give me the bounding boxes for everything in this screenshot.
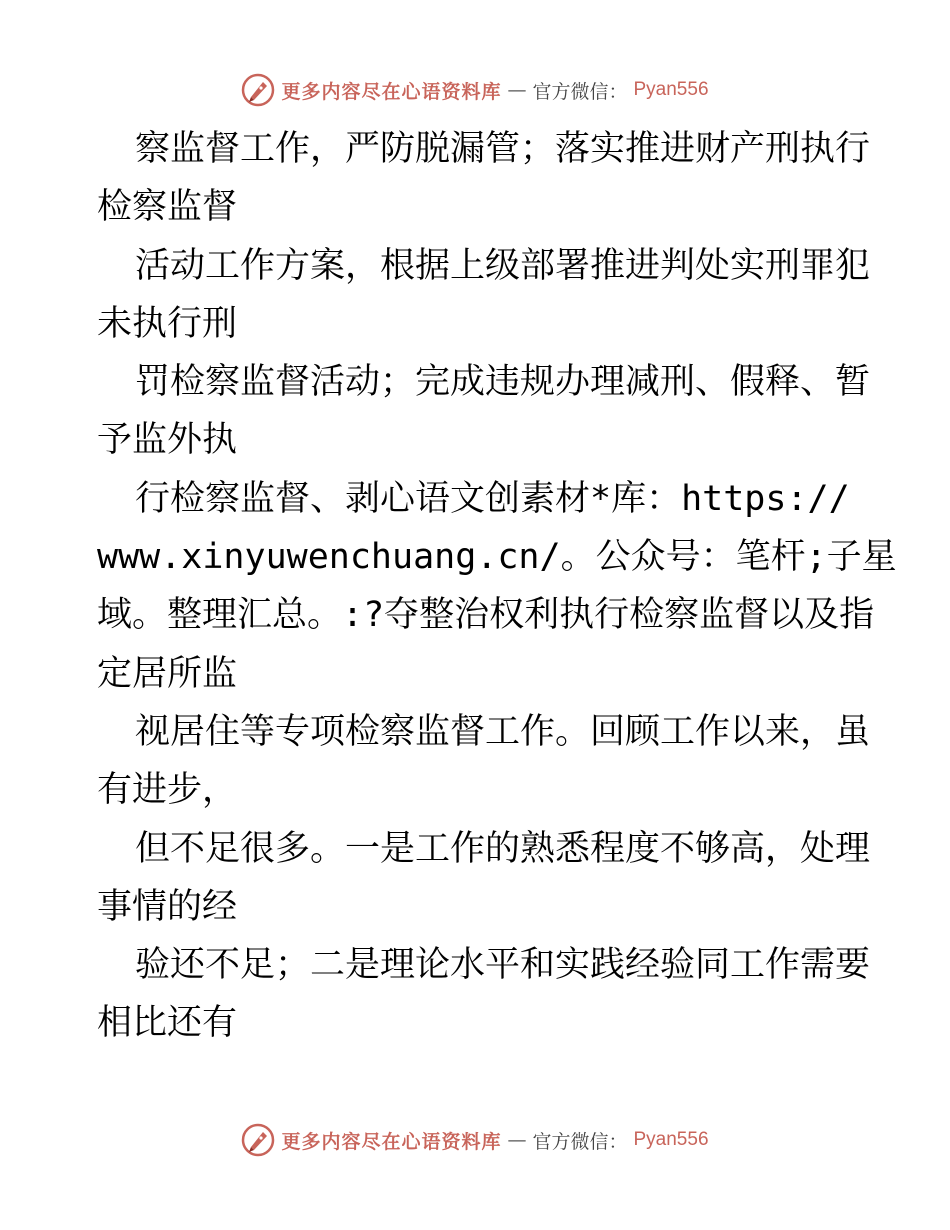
body-line: 但不足很多。一是工作的熟悉程度不够高，处理 [135, 828, 871, 869]
watermark-site-text: 更多内容尽在心语资料库 [281, 1130, 502, 1153]
body-line: 有进步， [97, 770, 238, 811]
document-body [97, 120, 897, 1053]
header-watermark [0, 70, 950, 110]
body-line: 定居所监 [97, 653, 238, 694]
body-line: 相比还有 [97, 1003, 238, 1044]
watermark-separator: — [507, 1129, 527, 1151]
pen-nib-logo-icon [241, 1123, 275, 1157]
body-line: 察监督工作，严防脱漏管；落实推进财产刑执行 [135, 129, 871, 169]
body-line: 予监外执 [97, 420, 238, 461]
watermark-wechat-id: Pyan556 [633, 1129, 709, 1150]
body-line: 活动工作方案，根据上级部署推进判处实刑罪犯 [135, 245, 871, 286]
body-line: www.xinyuwenchuang.cn/。公众号：笔杆;子星 [97, 537, 897, 578]
watermark-wechat-label: 官方微信： [532, 80, 628, 103]
watermark-wechat-label: 官方微信： [532, 1130, 628, 1153]
body-line: 罚检察监督活动；完成违规办理减刑、假释、暂 [135, 362, 871, 403]
body-line: 未执行刑 [97, 303, 238, 344]
footer-watermark [0, 1120, 950, 1160]
watermark-separator: — [507, 79, 527, 101]
body-line: 域。整理汇总。:?夺整治权利执行检察监督以及指 [97, 595, 875, 636]
watermark-site-text: 更多内容尽在心语资料库 [281, 80, 502, 103]
body-line: 检察监督 [97, 187, 238, 228]
pen-nib-logo-icon [241, 73, 275, 107]
body-line: 事情的经 [97, 886, 238, 927]
body-line: 行检察监督、剥心语文创素材*库：https:// [135, 478, 850, 519]
body-line: 验还不足；二是理论水平和实践经验同工作需要 [135, 945, 871, 986]
body-line: 视居住等专项检察监督工作。回顾工作以来，虽 [135, 711, 871, 752]
watermark-wechat-id: Pyan556 [633, 79, 709, 100]
